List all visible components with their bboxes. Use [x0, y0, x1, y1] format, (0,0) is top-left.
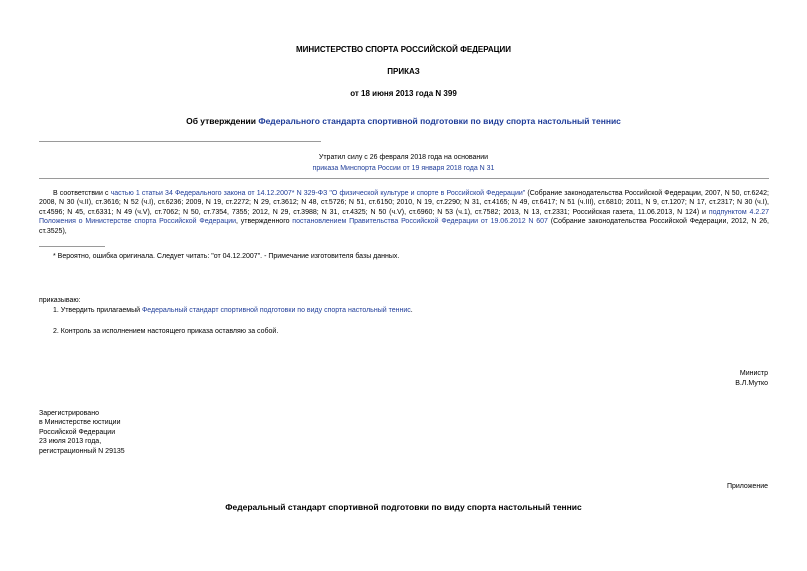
order-item-1 — [53, 306, 769, 315]
status-link[interactable]: приказа Минспорта России от 19 января 2018 года N 31 — [312, 165, 495, 172]
preamble-paragraph — [39, 189, 769, 236]
signature-name: В.Л.Мутко — [735, 380, 768, 387]
appendix-title: Федеральный стандарт спортивной подготовки по виду спорта настольный теннис — [225, 502, 582, 512]
resolution-link[interactable]: постановлением Правительства Российской Федерации от 19.06.2012 N 607 — [292, 218, 548, 226]
registration-line: Российской Федерации — [39, 428, 116, 436]
divider-status — [39, 178, 769, 179]
law-link[interactable]: частью 1 статьи 34 Федерального закона от 14.12.2007* N 329-ФЗ "О физической культуре и спорте в Российской Федерации" — [110, 190, 526, 197]
order-verb: приказываю: — [39, 297, 81, 304]
signature-position: Министр — [739, 370, 768, 377]
footnote: * Вероятно, ошибка оригинала. Следует читать: "от 04.12.2007". - Примечание изготовителя базы данных. — [53, 253, 400, 260]
preamble-text-2: (Собрание законодательства Российской Федерации, 2007, N 50, ст.6242; 2008, N 30 (ч.II), ст.3616; N 52 (ч.I), ст.6236; 2009, N 19, ст.2272; N 29, ст.3612; N 48, ст.5726; N 51, ст.6150; 2010, N 19, ст.2290; N 31, ст.4165; N 49, ст.6417; N 51 (ч.III), ст.6810; 2011, N 9, ст.1207; N 17, ст.2317; N 30 (ч.I), ст.4596; N 45, ст.6331; N 49 (ч.V), ст.7062; N 50, ст.7354, 7355; 2012, N 29, ст.3988; N 31, ст.4325; N 50 (ч.V), ст.6960; N 53 (ч.1), ст.7582; 2013, N 13, ст.2331; Российская газета, 11.06.2013, N 124) и — [39, 190, 769, 216]
title-link[interactable]: Федерального стандарта спортивной подготовки по виду спорта настольный теннис — [258, 116, 621, 126]
document-title — [0, 116, 807, 127]
registration-line: регистрационный N 29135 — [39, 447, 125, 455]
ministry-heading: МИНИСТЕРСТВО СПОРТА РОССИЙСКОЙ ФЕДЕРАЦИИ — [295, 45, 512, 54]
divider-top — [39, 141, 321, 142]
preamble-text-4: (Собрание законодательства Российской Федерации, 2012, N 26, ст.3525), — [39, 218, 769, 235]
doc-date-number: от 18 июня 2013 года N 399 — [350, 89, 457, 98]
footnote-divider — [39, 246, 105, 247]
order-item-1-suffix: . — [410, 307, 413, 314]
order-item-2: 2. Контроль за исполнением настоящего приказа оставляю за собой. — [53, 328, 279, 335]
registration-line: в Министерстве юстиции — [39, 419, 121, 427]
status-note: Утратил силу с 26 февраля 2018 года на основании — [318, 154, 489, 161]
regulation-link[interactable]: подпунктом 4.2.27 Положения о Министерстве спорта Российской Федерации — [39, 208, 770, 226]
appendix-label: Приложение — [726, 483, 768, 490]
standard-link[interactable]: Федеральный стандарт спортивной подготовки по виду спорта настольный теннис — [141, 307, 411, 314]
preamble-text-1: В соответствии с — [53, 190, 111, 197]
registration-line: 23 июля 2013 года, — [39, 438, 102, 446]
doc-type-heading: ПРИКАЗ — [387, 67, 420, 76]
registration-line: Зарегистрировано — [39, 410, 99, 417]
status-link-line — [0, 164, 807, 173]
order-item-1-prefix: 1. Утвердить прилагаемый — [53, 307, 142, 314]
registration-block — [39, 409, 125, 456]
preamble-text-3: , утвержденного — [236, 218, 293, 226]
title-prefix: Об утверждении — [186, 116, 259, 126]
